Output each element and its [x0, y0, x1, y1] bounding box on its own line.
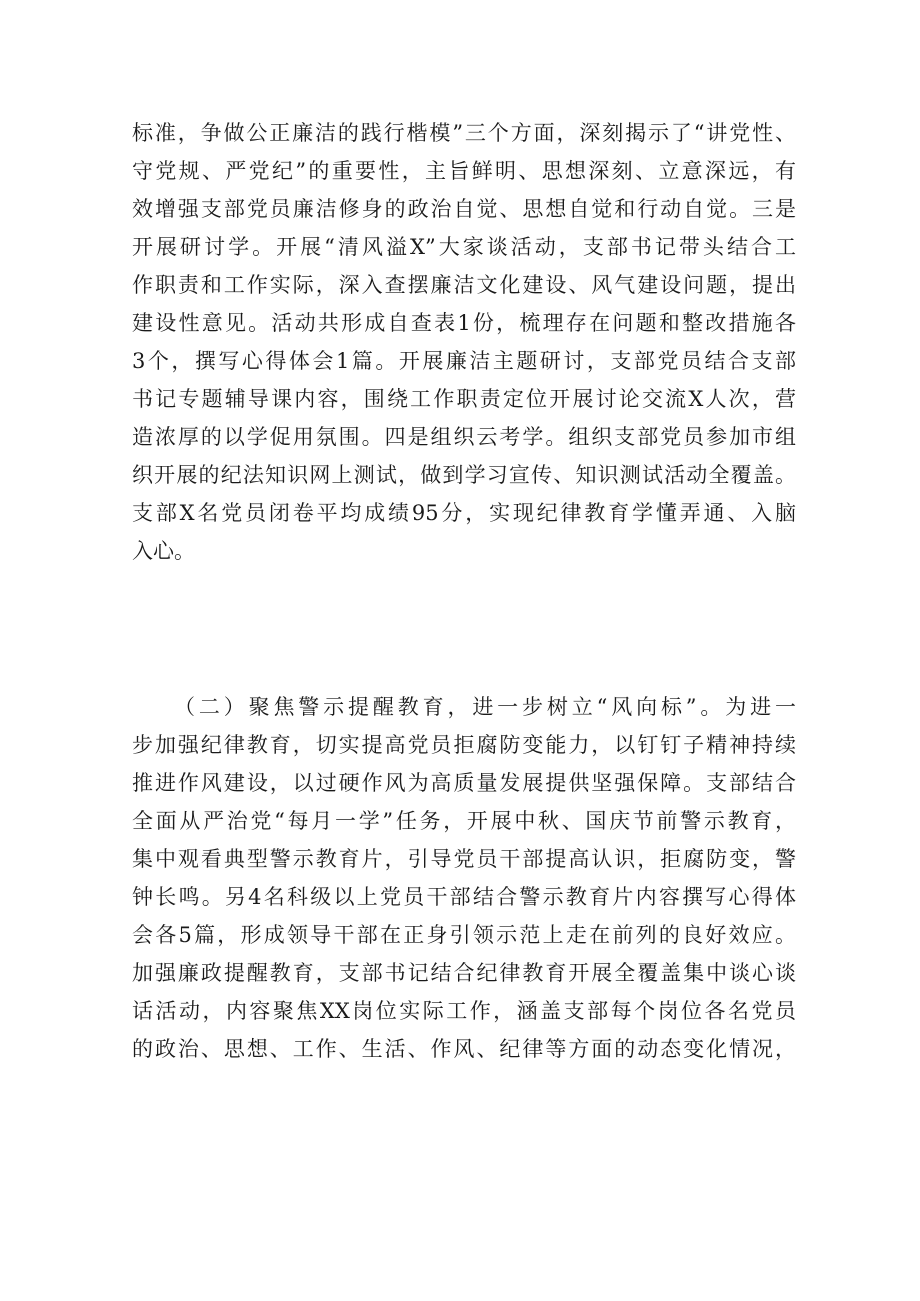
text-line: 标准，争做公正廉洁的践行楷模”三个方面，深刻揭示了“讲党性、: [132, 121, 796, 145]
text-line: 3个，撰写心得体会1篇。开展廉洁主题研讨，支部党员结合支部: [132, 349, 796, 373]
text-line: 步加强纪律教育，切实提高党员拒腐防变能力，以钉钉子精神持续: [132, 733, 796, 757]
paragraph-study-activities: [132, 114, 796, 570]
text-line: 话活动，内容聚焦XX岗位实际工作，涵盖支部每个岗位各名党员: [132, 999, 796, 1023]
text-line: 钟长鸣。另4名科级以上党员干部结合警示教育片内容撰写心得体: [132, 885, 796, 909]
text-line: 建设性意见。活动共形成自查表1份，梳理存在问题和整改措施各: [132, 311, 796, 335]
text-line: 的政治、思想、工作、生活、作风、纪律等方面的动态变化情况，: [132, 1037, 796, 1061]
paragraph-warning-education: [132, 688, 796, 1068]
text-line: 书记专题辅导课内容，围绕工作职责定位开展讨论交流X人次，营: [132, 387, 796, 411]
section-heading-line: （二）聚焦警示提醒教育，进一步树立“风向标”。为进一: [174, 695, 796, 719]
text-line: 全面从严治党“每月一学”任务，开展中秋、国庆节前警示教育，: [132, 809, 796, 833]
text-line: 加强廉政提醒教育，支部书记结合纪律教育开展全覆盖集中谈心谈: [132, 961, 796, 985]
text-line: 集中观看典型警示教育片，引导党员干部提高认识，拒腐防变，警: [132, 847, 796, 871]
text-line: 作职责和工作实际，深入查摆廉洁文化建设、风气建设问题，提出: [132, 273, 796, 297]
text-line: 推进作风建设，以过硬作风为高质量发展提供坚强保障。支部结合: [132, 771, 796, 795]
text-line: 开展研讨学。开展“清风溢X”大家谈活动，支部书记带头结合工: [132, 235, 796, 259]
text-line: 支部X名党员闭卷平均成绩95分，实现纪律教育学懂弄通、入脑: [132, 501, 796, 525]
text-line: 造浓厚的以学促用氛围。四是组织云考学。组织支部党员参加市组: [132, 425, 796, 449]
text-line: 织开展的纪法知识网上测试，做到学习宣传、知识测试活动全覆盖。: [132, 463, 796, 487]
text-line: 入心。: [132, 539, 195, 563]
text-line: 守党规、严党纪”的重要性，主旨鲜明、思想深刻、立意深远，有: [132, 159, 796, 183]
text-line: 会各5篇，形成领导干部在正身引领示范上走在前列的良好效应。: [132, 923, 796, 947]
text-line: 效增强支部党员廉洁修身的政治自觉、思想自觉和行动自觉。三是: [132, 197, 796, 221]
